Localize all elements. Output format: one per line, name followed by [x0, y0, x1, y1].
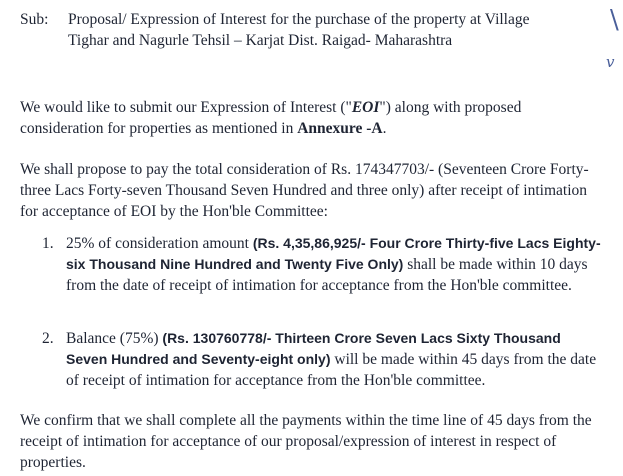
paragraph-confirmation: We confirm that we shall complete all the payments within the time line of 45 days from the receipt of intimation for acceptance of our proposal/expression of interest in respect of properties.: [20, 412, 592, 471]
paragraph-expression-of-interest: [20, 97, 598, 139]
subject-line: [20, 9, 600, 51]
payment-item: [42, 328, 602, 391]
payment-amount: (Rs. 130760778/- Thirteen Crore Seven Lacs Sixty Thousand Seven Hundred and Seventy-eight only): [66, 330, 561, 367]
subject-label: Sub:: [20, 11, 49, 28]
margin-handwritten-mark: \: [610, 5, 619, 35]
list-item-text-end: shall be made within 10 days from the date of receipt of intimation for acceptance from the Hon'ble committee.: [66, 256, 588, 294]
list-item-text: [66, 233, 602, 296]
subject-text-line1: Proposal/ Expression of Interest for the purchase of the property at Village: [68, 11, 530, 28]
list-item-text-start: 25% of consideration amount: [66, 235, 253, 252]
annexure-reference: Annexure -A: [297, 120, 383, 137]
list-item-number: 2.: [42, 330, 54, 347]
list-item-text: [66, 328, 602, 391]
paragraph-text: We would like to submit our Expression of Interest (": [20, 99, 352, 116]
paragraph-text: .: [382, 120, 387, 137]
payment-amount: (Rs. 4,35,86,925/- Four Crore Thirty-five Lacs Eighty-six Thousand Nine Hundred and Twenty Five Only): [66, 235, 601, 272]
subject-text: [68, 9, 600, 51]
list-item-number: 1.: [42, 235, 54, 252]
payment-item: [42, 233, 602, 296]
list-item-text-end: will be made within 45 days from the date of receipt of intimation for acceptance from the Hon'ble committee.: [66, 351, 597, 389]
eoi-abbreviation: EOI: [351, 99, 380, 116]
paragraph-text: ") along with proposed consideration for properties as mentioned in: [20, 99, 522, 137]
paragraph-total-consideration: We shall propose to pay the total consideration of Rs. 174347703/- (Seventeen Crore Forty-three Lacs Forty-seven Thousand Seven Hundred and three only) after receipt of intimation for acceptance of EOI by the Hon'ble Committee:: [20, 161, 589, 220]
margin-handwritten-mark: v: [606, 53, 615, 71]
list-item-text-start: Balance (75%): [66, 330, 163, 347]
subject-text-line2: Tighar and Nagurle Tehsil – Karjat Dist. Raigad- Maharashtra: [68, 32, 453, 49]
